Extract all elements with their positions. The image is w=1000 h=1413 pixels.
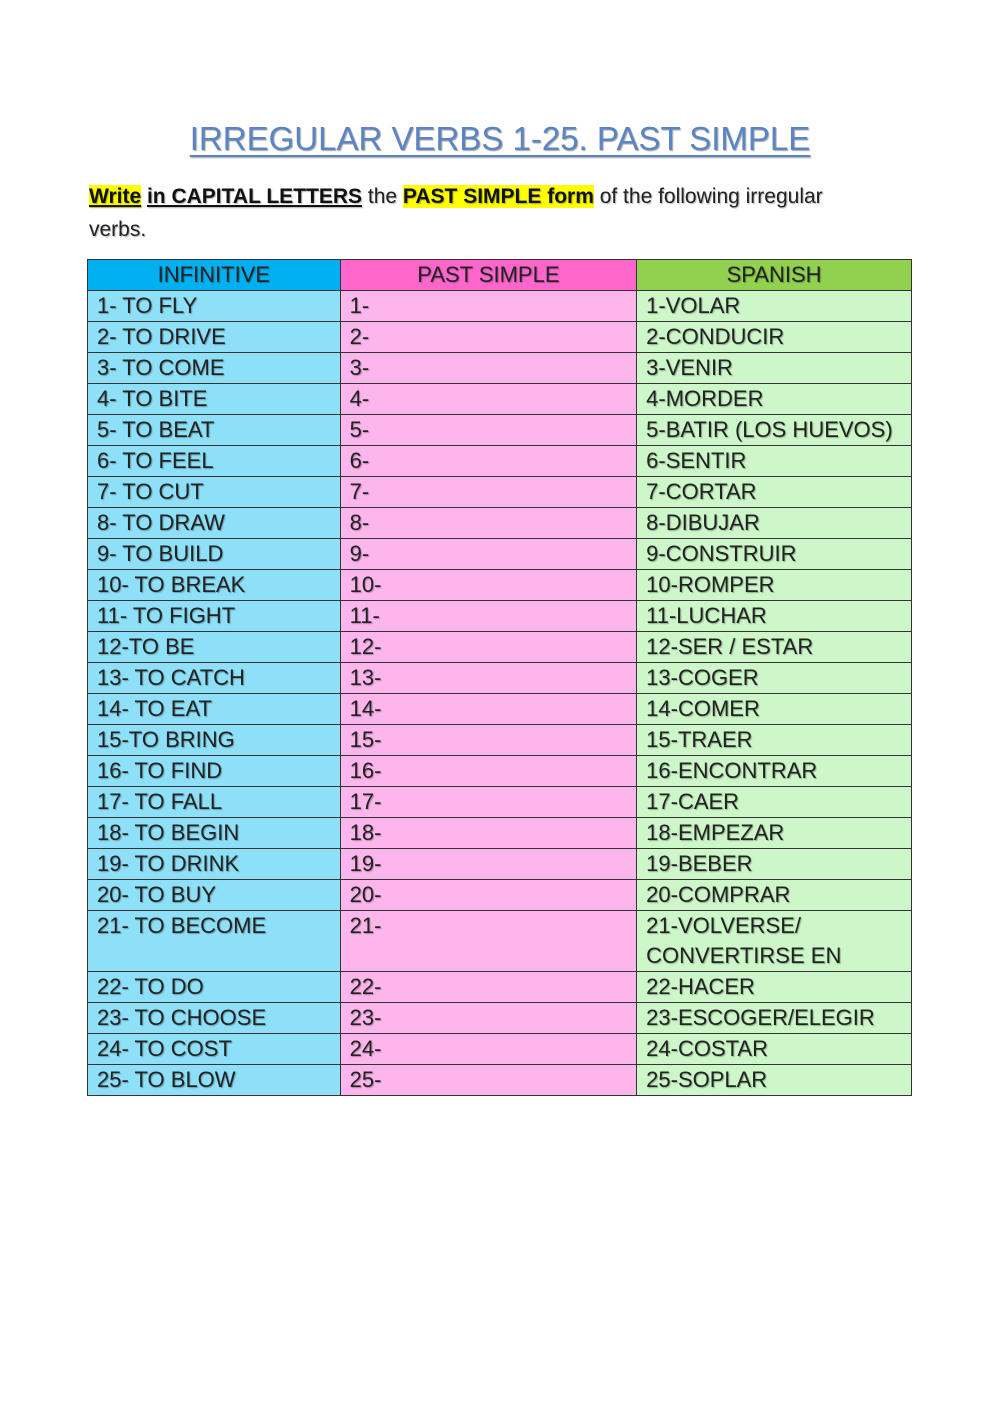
past-simple-answer-cell[interactable]: 12-: [340, 632, 636, 663]
past-simple-answer-cell[interactable]: 18-: [340, 818, 636, 849]
infinitive-cell: 16- TO FIND: [88, 756, 341, 787]
table-row: [88, 849, 912, 880]
infinitive-cell: 1- TO FLY: [88, 291, 341, 322]
table-row: [88, 1003, 912, 1034]
infinitive-cell: 12-TO BE: [88, 632, 341, 663]
past-simple-answer-cell[interactable]: 20-: [340, 880, 636, 911]
table-row: [88, 446, 912, 477]
infinitive-cell: 19- TO DRINK: [88, 849, 341, 880]
past-simple-answer-cell[interactable]: 23-: [340, 1003, 636, 1034]
table-row: [88, 818, 912, 849]
table-row: [88, 477, 912, 508]
past-simple-answer-cell[interactable]: 7-: [340, 477, 636, 508]
verbs-table-body: [88, 291, 912, 1096]
table-row: [88, 570, 912, 601]
spanish-cell: 25-SOPLAR: [637, 1065, 912, 1096]
spanish-cell: 17-CAER: [637, 787, 912, 818]
past-simple-answer-cell[interactable]: 2-: [340, 322, 636, 353]
past-simple-answer-cell[interactable]: 16-: [340, 756, 636, 787]
spanish-cell: 15-TRAER: [637, 725, 912, 756]
table-row: [88, 601, 912, 632]
infinitive-cell: 10- TO BREAK: [88, 570, 341, 601]
infinitive-cell: 21- TO BECOME: [88, 911, 341, 972]
spanish-cell: 20-COMPRAR: [637, 880, 912, 911]
table-row: [88, 663, 912, 694]
spanish-cell: 21-VOLVERSE/ CONVERTIRSE EN: [637, 911, 912, 972]
past-simple-answer-cell[interactable]: 14-: [340, 694, 636, 725]
table-row: [88, 911, 912, 972]
past-simple-answer-cell[interactable]: 15-: [340, 725, 636, 756]
table-row: [88, 880, 912, 911]
infinitive-cell: 20- TO BUY: [88, 880, 341, 911]
instruction-capital-letters: in CAPITAL LETTERS: [146, 185, 363, 208]
table-row: [88, 415, 912, 446]
verbs-table: [87, 259, 912, 1096]
past-simple-answer-cell[interactable]: 10-: [340, 570, 636, 601]
spanish-cell: 14-COMER: [637, 694, 912, 725]
spanish-cell: 4-MORDER: [637, 384, 912, 415]
page-title: IRREGULAR VERBS 1-25. PAST SIMPLE: [189, 120, 811, 157]
infinitive-cell: 15-TO BRING: [88, 725, 341, 756]
past-simple-answer-cell[interactable]: 5-: [340, 415, 636, 446]
table-row: [88, 1034, 912, 1065]
past-simple-answer-cell[interactable]: 22-: [340, 972, 636, 1003]
past-simple-answer-cell[interactable]: 9-: [340, 539, 636, 570]
table-row: [88, 1065, 912, 1096]
table-row: [88, 972, 912, 1003]
infinitive-cell: 24- TO COST: [88, 1034, 341, 1065]
instruction-write: Write: [89, 185, 142, 208]
infinitive-cell: 2- TO DRIVE: [88, 322, 341, 353]
instruction-text-the: the: [362, 185, 403, 208]
spanish-cell: 7-CORTAR: [637, 477, 912, 508]
table-row: [88, 725, 912, 756]
past-simple-answer-cell[interactable]: 3-: [340, 353, 636, 384]
infinitive-cell: 17- TO FALL: [88, 787, 341, 818]
table-row: [88, 322, 912, 353]
past-simple-answer-cell[interactable]: 8-: [340, 508, 636, 539]
infinitive-cell: 4- TO BITE: [88, 384, 341, 415]
past-simple-answer-cell[interactable]: 19-: [340, 849, 636, 880]
table-row: [88, 787, 912, 818]
infinitive-cell: 7- TO CUT: [88, 477, 341, 508]
past-simple-answer-cell[interactable]: 13-: [340, 663, 636, 694]
spanish-cell: 6-SENTIR: [637, 446, 912, 477]
instruction-past-simple-form: PAST SIMPLE form: [402, 185, 594, 208]
spanish-cell: 18-EMPEZAR: [637, 818, 912, 849]
past-simple-answer-cell[interactable]: 25-: [340, 1065, 636, 1096]
spanish-cell: 19-BEBER: [637, 849, 912, 880]
infinitive-cell: 22- TO DO: [88, 972, 341, 1003]
table-row: [88, 539, 912, 570]
spanish-cell: 2-CONDUCIR: [637, 322, 912, 353]
spanish-cell: 12-SER / ESTAR: [637, 632, 912, 663]
spanish-cell: 1-VOLAR: [637, 291, 912, 322]
table-row: [88, 632, 912, 663]
infinitive-cell: 9- TO BUILD: [88, 539, 341, 570]
past-simple-answer-cell[interactable]: 4-: [340, 384, 636, 415]
table-row: [88, 291, 912, 322]
table-header-row: [88, 260, 912, 291]
past-simple-answer-cell[interactable]: 1-: [340, 291, 636, 322]
spanish-cell: 9-CONSTRUIR: [637, 539, 912, 570]
infinitive-cell: 6- TO FEEL: [88, 446, 341, 477]
header-spanish: SPANISH: [637, 260, 912, 291]
infinitive-cell: 25- TO BLOW: [88, 1065, 341, 1096]
table-row: [88, 384, 912, 415]
table-row: [88, 353, 912, 384]
instructions: [89, 180, 829, 246]
instruction-text-rest: of the following irregular verbs.: [89, 185, 823, 241]
spanish-cell: 10-ROMPER: [637, 570, 912, 601]
past-simple-answer-cell[interactable]: 11-: [340, 601, 636, 632]
infinitive-cell: 23- TO CHOOSE: [88, 1003, 341, 1034]
header-past-simple: PAST SIMPLE: [340, 260, 636, 291]
infinitive-cell: 18- TO BEGIN: [88, 818, 341, 849]
infinitive-cell: 13- TO CATCH: [88, 663, 341, 694]
spanish-cell: 3-VENIR: [637, 353, 912, 384]
past-simple-answer-cell[interactable]: 6-: [340, 446, 636, 477]
past-simple-answer-cell[interactable]: 17-: [340, 787, 636, 818]
table-row: [88, 756, 912, 787]
spanish-cell: 8-DIBUJAR: [637, 508, 912, 539]
spanish-cell: 5-BATIR (LOS HUEVOS): [637, 415, 912, 446]
infinitive-cell: 11- TO FIGHT: [88, 601, 341, 632]
past-simple-answer-cell[interactable]: 24-: [340, 1034, 636, 1065]
table-row: [88, 694, 912, 725]
infinitive-cell: 3- TO COME: [88, 353, 341, 384]
table-row: [88, 508, 912, 539]
spanish-cell: 23-ESCOGER/ELEGIR: [637, 1003, 912, 1034]
spanish-cell: 24-COSTAR: [637, 1034, 912, 1065]
spanish-cell: 13-COGER: [637, 663, 912, 694]
spanish-cell: 11-LUCHAR: [637, 601, 912, 632]
infinitive-cell: 14- TO EAT: [88, 694, 341, 725]
infinitive-cell: 8- TO DRAW: [88, 508, 341, 539]
spanish-cell: 22-HACER: [637, 972, 912, 1003]
past-simple-answer-cell[interactable]: 21-: [340, 911, 636, 972]
infinitive-cell: 5- TO BEAT: [88, 415, 341, 446]
header-infinitive: INFINITIVE: [88, 260, 341, 291]
spanish-cell: 16-ENCONTRAR: [637, 756, 912, 787]
